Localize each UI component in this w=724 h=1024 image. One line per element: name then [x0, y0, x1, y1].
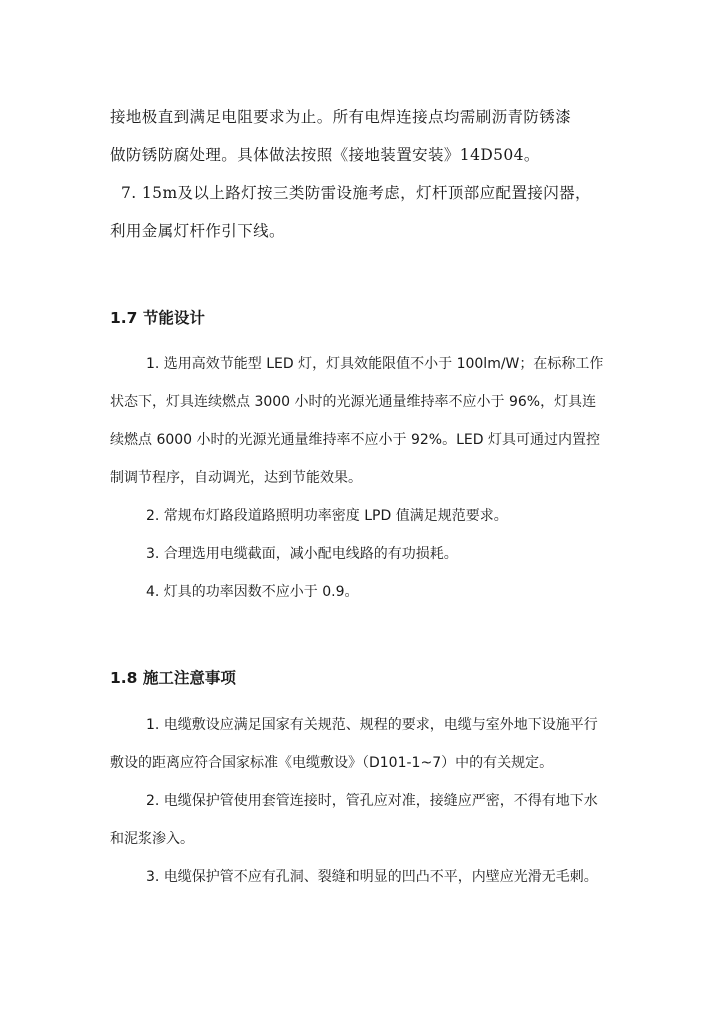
text-line: 7. 15m及以上路灯按三类防雷设施考虑，灯杆顶部应配置接闪器， [121, 184, 591, 202]
text-line: 做防锈防腐处理。具体做法按照《接地装置安装》14D504。 [110, 146, 540, 164]
section-heading: 1.7 节能设计 [110, 309, 205, 327]
text-line: 2. 常规布灯路段道路照明功率密度 LPD 值满足规范要求。 [146, 508, 508, 524]
text-line: 3. 合理选用电缆截面，减小配电线路的有功损耗。 [146, 546, 458, 562]
text-line: 4. 灯具的功率因数不应小于 0.9。 [146, 584, 359, 600]
text-line: 2. 电缆保护管使用套管连接时，管孔应对准，接缝应严密，不得有地下水 [146, 793, 598, 809]
text-line: 1. 电缆敷设应满足国家有关规范、规程的要求，电缆与室外地下设施平行 [146, 717, 598, 733]
text-line: 1. 选用高效节能型 LED 灯，灯具效能限值不小于 100lm/W；在标称工作 [146, 356, 604, 372]
text-line: 接地极直到满足电阻要求为止。所有电焊连接点均需刷沥青防锈漆 [110, 108, 572, 126]
text-line: 续燃点 6000 小时的光源光通量维持率不应小于 92%。LED 灯具可通过内置控 [110, 432, 600, 448]
section-heading: 1.8 施工注意事项 [110, 669, 236, 687]
text-line: 敷设的距离应符合国家标准《电缆敷设》（D101-1~7）中的有关规定。 [110, 755, 554, 771]
text-line: 利用金属灯杆作引下线。 [110, 222, 285, 240]
text-line: 状态下，灯具连续燃点 3000 小时的光源光通量维持率不应小于 96%，灯具连 [110, 394, 597, 410]
text-line: 和泥浆渗入。 [110, 831, 194, 847]
text-line: 制调节程序，自动调光，达到节能效果。 [110, 470, 362, 486]
text-line: 3. 电缆保护管不应有孔洞、裂缝和明显的凹凸不平，内壁应光滑无毛刺。 [146, 869, 598, 885]
